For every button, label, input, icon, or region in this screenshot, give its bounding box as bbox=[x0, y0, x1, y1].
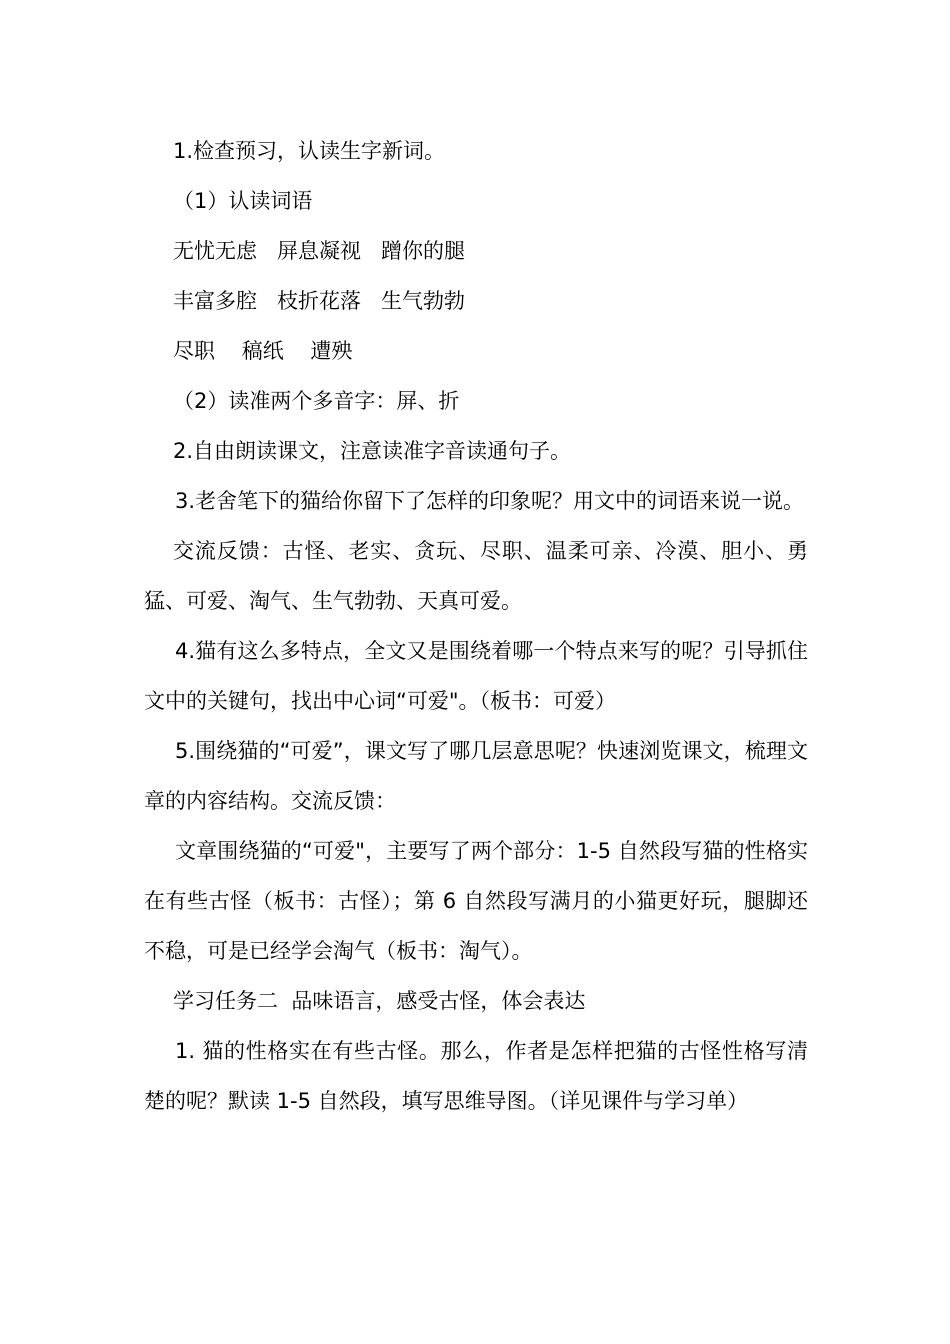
paragraph-preview-check: 1.检查预习，认读生字新词。 bbox=[173, 139, 446, 163]
paragraph-central-word: 4.猫有这么多特点，全文又是围绕着哪一个特点来写的呢？引导抓住文中的关键句，找出中心词“可爱"。（板书：可爱） bbox=[144, 639, 808, 713]
paragraph-mind-map-task: 1. 猫的性格实在有些古怪。那么，作者是怎样把猫的古怪性格写清楚的呢？默读 1-5 自然段，填写思维导图。（详见课件与学习单） bbox=[144, 1039, 808, 1113]
paragraph-structure-question: 5.围绕猫的“可爱”，课文写了哪几层意思呢？快速浏览课文，梳理文章的内容结构。交流反馈： bbox=[144, 739, 808, 813]
paragraph-read-words: （1）认读词语 bbox=[173, 189, 313, 213]
paragraph-feedback-traits: 交流反馈：古怪、老实、贪玩、尽职、温柔可亲、冷漠、胆小、勇猛、可爱、淘气、生气勃勃、天真可爱。 bbox=[144, 539, 808, 613]
paragraph-word-row-2: 丰富多腔 枝折花落 生气勃勃 bbox=[173, 289, 466, 313]
paragraph-impression-question: 3.老舍笔下的猫给你留下了怎样的印象呢？用文中的词语来说一说。 bbox=[175, 489, 805, 513]
paragraph-task-two-heading: 学习任务二 品味语言，感受古怪，体会表达 bbox=[173, 989, 586, 1013]
paragraph-structure-answer: 文章围绕猫的“可爱"，主要写了两个部分：1-5 自然段写猫的性格实在有些古怪（板书：古怪）；第 6 自然段写满月的小猫更好玩，腿脚还不稳，可是已经学会淘气（板书：淘气）。 bbox=[144, 839, 808, 963]
paragraph-polyphonic: （2）读准两个多音字：屏、折 bbox=[173, 389, 460, 413]
paragraph-read-aloud: 2.自由朗读课文，注意读准字音读通句子。 bbox=[173, 439, 572, 463]
document-body bbox=[144, 126, 808, 1126]
paragraph-word-row-1: 无忧无虑 屏息凝视 蹭你的腿 bbox=[173, 239, 466, 263]
paragraph-word-row-3: 尽职 稿纸 遭殃 bbox=[173, 339, 353, 363]
